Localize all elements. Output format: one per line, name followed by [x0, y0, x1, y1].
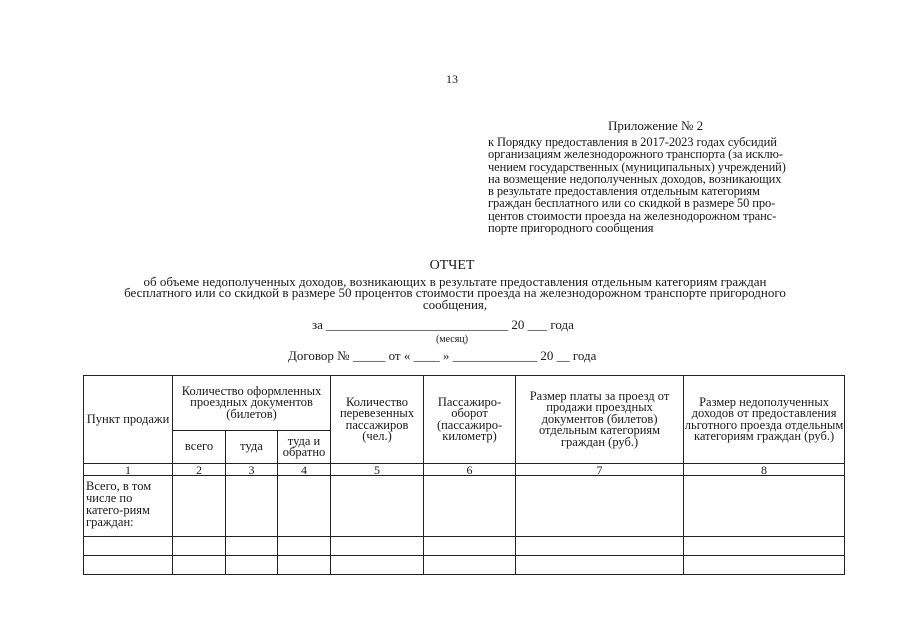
report-subtitle	[60, 276, 850, 310]
table-cell	[226, 537, 278, 556]
appendix-line: центов стоимости проезда на железнодорожном транс-	[488, 208, 777, 223]
appendix-line: на возмещение недополученных доходов, возникающих	[488, 171, 782, 186]
table-cell	[226, 556, 278, 575]
header-point-of-sale: Пункт продажи	[84, 376, 173, 464]
column-number: 6	[424, 464, 516, 476]
period-line: за ____________________________ 20 ___ года	[312, 317, 574, 332]
table-cell	[684, 476, 845, 537]
table-cell	[331, 556, 424, 575]
header-passenger-turnover: Пассажиро-оборот (пассажиро-километр)	[424, 376, 516, 464]
header-passengers: Количество перевезенных пассажиров (чел.)	[331, 376, 424, 464]
table-cell	[84, 556, 173, 575]
column-number: 3	[226, 464, 278, 476]
table-cell	[424, 556, 516, 575]
table-cell	[424, 537, 516, 556]
column-number-row	[84, 464, 845, 476]
column-number: 5	[331, 464, 424, 476]
table-cell	[173, 556, 226, 575]
table-row	[84, 476, 845, 537]
appendix-title: Приложение № 2	[608, 118, 704, 133]
appendix-line: чением государственных (муниципальных) учреждений)	[488, 159, 786, 174]
row-label-total: Всего, в том числе по катего-риям граждан:	[84, 476, 173, 537]
header-row	[84, 376, 845, 431]
table-cell	[516, 556, 684, 575]
table-cell	[226, 476, 278, 537]
table-cell	[684, 556, 845, 575]
table-cell	[516, 537, 684, 556]
appendix-line: порте пригородного сообщения	[488, 221, 654, 236]
subtitle-line: бесплатного или со скидкой в размере 50 процентов стоимости проезда на железнодорожном транспорте пригородного	[124, 285, 786, 301]
table-cell	[278, 476, 331, 537]
appendix-line: граждан бесплатного или со скидкой в размере 50 про-	[488, 196, 776, 211]
period-note: (месяц)	[435, 334, 469, 345]
table-cell	[84, 537, 173, 556]
table-cell	[173, 537, 226, 556]
table-row	[84, 537, 845, 556]
appendix-text	[488, 136, 786, 234]
header-round-trip: туда и обратно	[278, 431, 331, 464]
contract-line: Договор № _____ от « ____ » _____________ 20 __ года	[288, 348, 597, 363]
appendix-line: в результате предоставления отдельным категориям	[488, 184, 760, 199]
header-total: всего	[173, 431, 226, 464]
table-cell	[278, 537, 331, 556]
header-one-way: туда	[226, 431, 278, 464]
subtitle-line: об объеме недополученных доходов, возникающих в результате предоставления отдельным категориям граждан	[143, 274, 767, 289]
page-number: 13	[446, 72, 458, 86]
table-cell	[173, 476, 226, 537]
table-cell	[278, 556, 331, 575]
table-cell	[424, 476, 516, 537]
subtitle-line: сообщения,	[422, 296, 488, 312]
column-number: 7	[516, 464, 684, 476]
header-fare-amount: Размер платы за проезд от продажи проездных документов (билетов) отдельным категориям граждан (руб.)	[516, 376, 684, 464]
report-table	[83, 375, 845, 575]
column-number: 8	[684, 464, 845, 476]
table-cell	[516, 476, 684, 537]
appendix-line: организациям железнодорожного транспорта (за исклю-	[488, 147, 783, 162]
header-tickets-group: Количество оформленных проездных документов (билетов)	[173, 376, 331, 431]
table-row	[84, 556, 845, 575]
header-lost-income: Размер недополученных доходов от предоставления льготного проезда отдельным категориям граждан (руб.)	[684, 376, 845, 464]
table-cell	[684, 537, 845, 556]
table-cell	[331, 476, 424, 537]
appendix-line: к Порядку предоставления в 2017-2023 годах субсидий	[488, 135, 777, 149]
table-cell	[331, 537, 424, 556]
column-number: 4	[278, 464, 331, 476]
column-number: 2	[173, 464, 226, 476]
report-title: ОТЧЕТ	[429, 258, 475, 273]
column-number: 1	[84, 464, 173, 476]
